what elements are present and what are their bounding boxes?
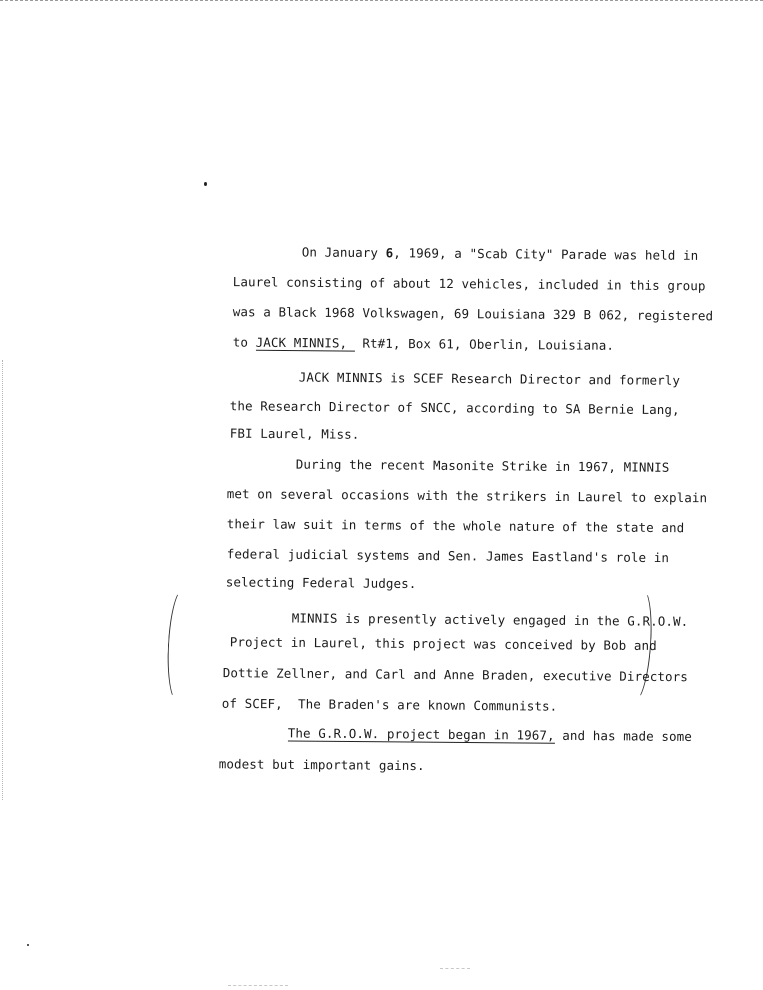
text-run: was a Black 1968 Volkswagen, 69 Louisiana 329 B 062, registered	[232, 304, 714, 324]
text-run: On January	[301, 244, 386, 261]
text-run: the Research Director of SNCC, according to SA Bernie Lang,	[229, 398, 680, 418]
text-run: their law suit in terms of the whole nature of the state and	[226, 516, 685, 536]
text-run: Rt#1, Box 61, Oberlin, Louisiana.	[354, 335, 615, 353]
text-run: , 1969, a "Scab City" Parade was held in	[393, 245, 699, 263]
underlined-phrase: The G.R.O.W. project began in 1967,	[287, 725, 555, 743]
underlined-name: JACK MINNIS,	[255, 334, 355, 351]
text-run: modest but important gains.	[218, 756, 425, 774]
text-run: Project in Laurel, this project was conceived by Bob and	[229, 634, 657, 654]
text-run: to	[232, 334, 256, 350]
text-run: and has made some	[554, 727, 692, 744]
text-run-bold: 6	[385, 245, 394, 261]
text-run: selecting Federal Judges.	[225, 574, 417, 592]
text-run: met on several occasions with the strikers in Laurel to explain	[226, 486, 708, 506]
text-run: of SCEF, The Braden's are known Communists.	[221, 695, 558, 714]
text-run: JACK MINNIS is SCEF Research Director and formerly	[298, 369, 681, 388]
text-run: FBI Laurel, Miss.	[229, 425, 360, 442]
text-run: During the recent Masonite Strike in 1967, MINNIS	[295, 456, 670, 475]
text-run: Dottie Zellner, and Carl and Anne Braden, executive Directors	[222, 665, 688, 685]
text-run: MINNIS is presently actively engaged in the G.R.O.W.	[291, 610, 689, 629]
text-run: Laurel consisting of about 12 vehicles, included in this group	[232, 274, 706, 294]
text-run: federal judicial systems and Sen. James Eastland's role in	[226, 546, 670, 566]
paragraph-5-line-2	[173, 740, 425, 790]
